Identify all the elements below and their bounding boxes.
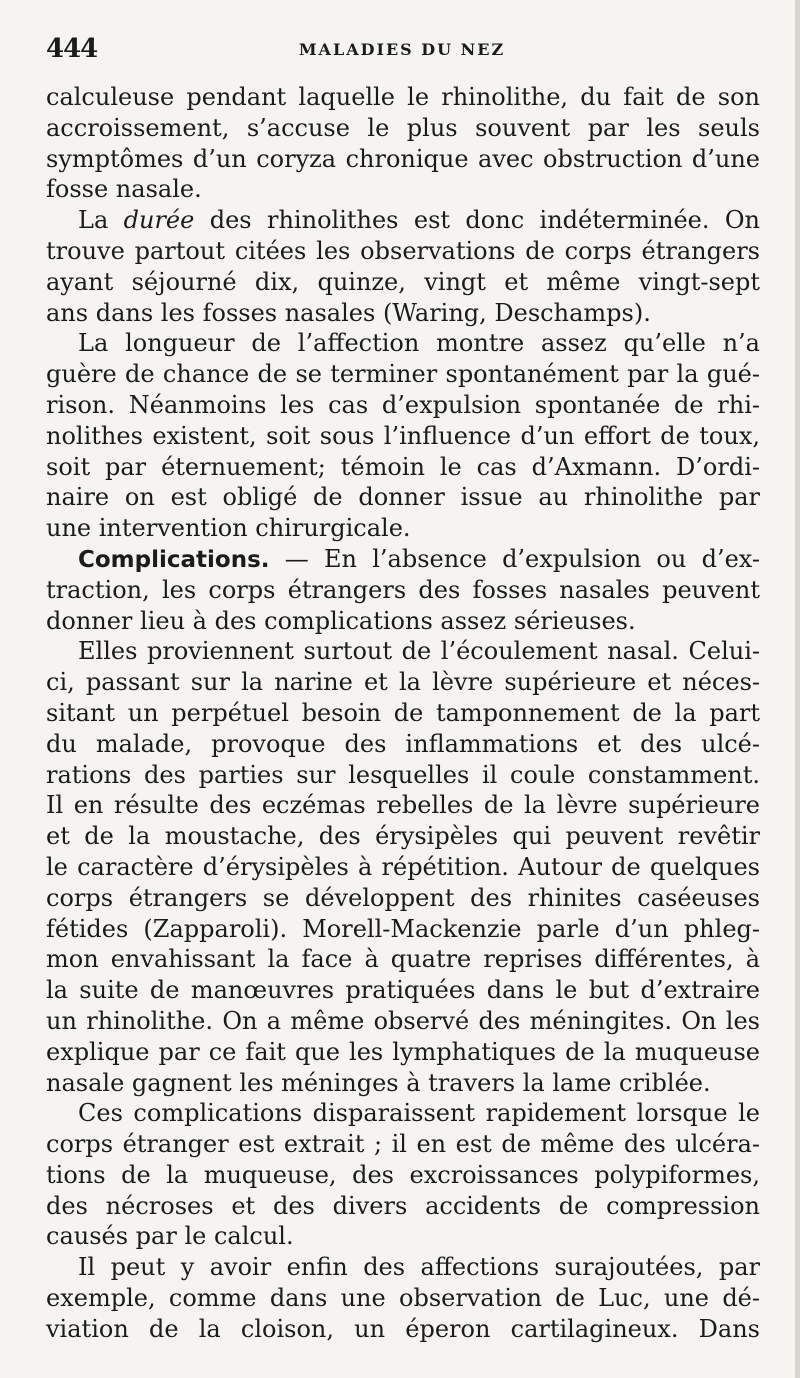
line-text: nolithes existent, soit sous l’influence d’un effort de toux,: [46, 421, 760, 450]
text-line: [46, 144, 760, 175]
text-line: [46, 944, 760, 975]
line-text: la suite de manœuvres pratiquées dans le but d’extraire: [46, 976, 760, 1005]
text-line: [46, 729, 760, 760]
line-text: explique par ce fait que les lymphatiques de la muqueuse: [46, 1037, 760, 1066]
text-line: [46, 914, 760, 945]
line-text: le caractère d’érysipèles à répétition. Autour de quelques: [46, 852, 760, 881]
line-text: sitant un perpétuel besoin de tamponnement de la part: [46, 698, 760, 727]
text-line: [46, 1283, 760, 1314]
text-line: [46, 698, 760, 729]
running-title: MALADIES DU NEZ: [298, 40, 506, 59]
text-line: [46, 328, 760, 359]
line-text: corps étranger est extrait ; il en est de même des ulcéra-: [46, 1130, 760, 1159]
line-text: soit par éternuement; témoin le cas d’Axmann. D’ordi-: [46, 452, 760, 481]
text-line: [46, 236, 760, 267]
text-line: [46, 1191, 760, 1222]
line-text: ci, passant sur la narine et la lèvre supérieure et néces-: [46, 668, 760, 697]
text-line: [46, 1160, 760, 1191]
text-line: [46, 82, 760, 113]
line-text: exemple, comme dans une observation de Luc, une dé-: [46, 1284, 760, 1313]
page-edge-shadow: [795, 0, 800, 1378]
text-line: [46, 113, 760, 144]
text-line: [46, 1129, 760, 1160]
line-text: rations des parties sur lesquelles il coule constamment.: [46, 760, 760, 789]
text-line: [46, 883, 760, 914]
text-line: [46, 852, 760, 883]
text-line: [46, 452, 760, 483]
line-text: symptômes d’un coryza chronique avec obstruction d’une: [46, 144, 760, 173]
text-line: [46, 821, 760, 852]
text-line: [46, 606, 760, 637]
line-text: Elles proviennent surtout de l’écoulement nasal. Celui-: [78, 637, 760, 666]
line-text: un rhinolithe. On a même observé des méningites. On les: [46, 1006, 760, 1035]
line-text: Il peut y avoir enfin des affections surajoutées, par: [78, 1253, 760, 1282]
line-text: corps étrangers se développent des rhinites caséeuses: [46, 883, 760, 912]
line-text: tions de la muqueuse, des excroissances polypiformes,: [46, 1160, 760, 1189]
line-prefix: La: [78, 206, 124, 235]
line-text: naire on est obligé de donner issue au rhinolithe par: [46, 483, 760, 512]
page-number: 444: [46, 34, 98, 64]
text-line: [46, 575, 760, 606]
line-text: Ces complications disparaissent rapidement lorsque le: [78, 1099, 760, 1128]
text-line: [46, 298, 760, 329]
line-text: traction, les corps étrangers des fosses nasales peuvent: [46, 575, 760, 604]
line-text: trouve partout citées les observations de corps étrangers: [46, 236, 760, 265]
section-heading: Complications.: [78, 546, 270, 573]
line-text: du malade, provoque des inflammations et des ulcé-: [46, 729, 760, 758]
line-text: causés par le calcul.: [46, 1222, 294, 1251]
text-line: [46, 636, 760, 667]
line-text: calculeuse pendant laquelle le rhinolithe, du fait de son: [46, 83, 760, 111]
line-text: fétides (Zapparoli). Morell-Mackenzie parle d’un phleg-: [46, 914, 760, 943]
line-text: donner lieu à des complications assez sérieuses.: [46, 606, 636, 635]
text-line: [46, 1314, 760, 1345]
line-text: La longueur de l’affection montre assez qu’elle n’a: [78, 329, 760, 358]
line-text: ayant séjourné dix, quinze, vingt et même vingt-sept: [46, 267, 760, 296]
page-header: [46, 34, 758, 64]
text-line: [46, 1006, 760, 1037]
line-text: mon envahissant la face à quatre reprises différentes, à: [46, 945, 760, 974]
line-text: et de la moustache, des érysipèles qui peuvent revêtir: [46, 822, 760, 851]
text-line: [46, 1252, 760, 1283]
text-line: [46, 760, 760, 791]
line-text: fosse nasale.: [46, 175, 202, 204]
line-text: — En l’absence d’expulsion ou d’ex-: [269, 544, 760, 573]
line-text: rison. Néanmoins les cas d’expulsion spontanée de rhi-: [46, 390, 760, 419]
text-line: [46, 790, 760, 821]
line-text: ans dans les fosses nasales (Waring, Deschamps).: [46, 298, 651, 327]
text-line: [46, 1068, 760, 1099]
text-line: [46, 1098, 760, 1129]
line-text: accroissement, s’accuse le plus souvent par les seuls: [46, 113, 760, 142]
line-text: guère de chance de se terminer spontanément par la gué-: [46, 360, 760, 389]
text-line: [46, 359, 760, 390]
text-line: [46, 390, 760, 421]
text-line: [46, 482, 760, 513]
text-line: [46, 205, 760, 236]
text-line: [46, 975, 760, 1006]
text-line: [46, 421, 760, 452]
text-line: [46, 667, 760, 698]
text-line: [46, 267, 760, 298]
line-text: nasale gagnent les méninges à travers la lame criblée.: [46, 1068, 711, 1097]
emphasized-term: durée: [123, 206, 195, 235]
text-line: [46, 1037, 760, 1068]
line-text: une intervention chirurgicale.: [46, 514, 411, 543]
text-line: [46, 174, 760, 205]
text-line: [46, 544, 760, 575]
text-line: [46, 1221, 760, 1252]
line-text: des rhinolithes est donc indéterminée. On: [194, 206, 761, 235]
text-line: [46, 513, 760, 544]
line-text: viation de la cloison, un éperon cartilagineux. Dans: [46, 1314, 760, 1343]
line-text: Il en résulte des eczémas rebelles de la lèvre supérieure: [46, 791, 760, 820]
line-text: des nécroses et des divers accidents de compression: [46, 1191, 760, 1220]
body-text: [46, 82, 760, 1345]
